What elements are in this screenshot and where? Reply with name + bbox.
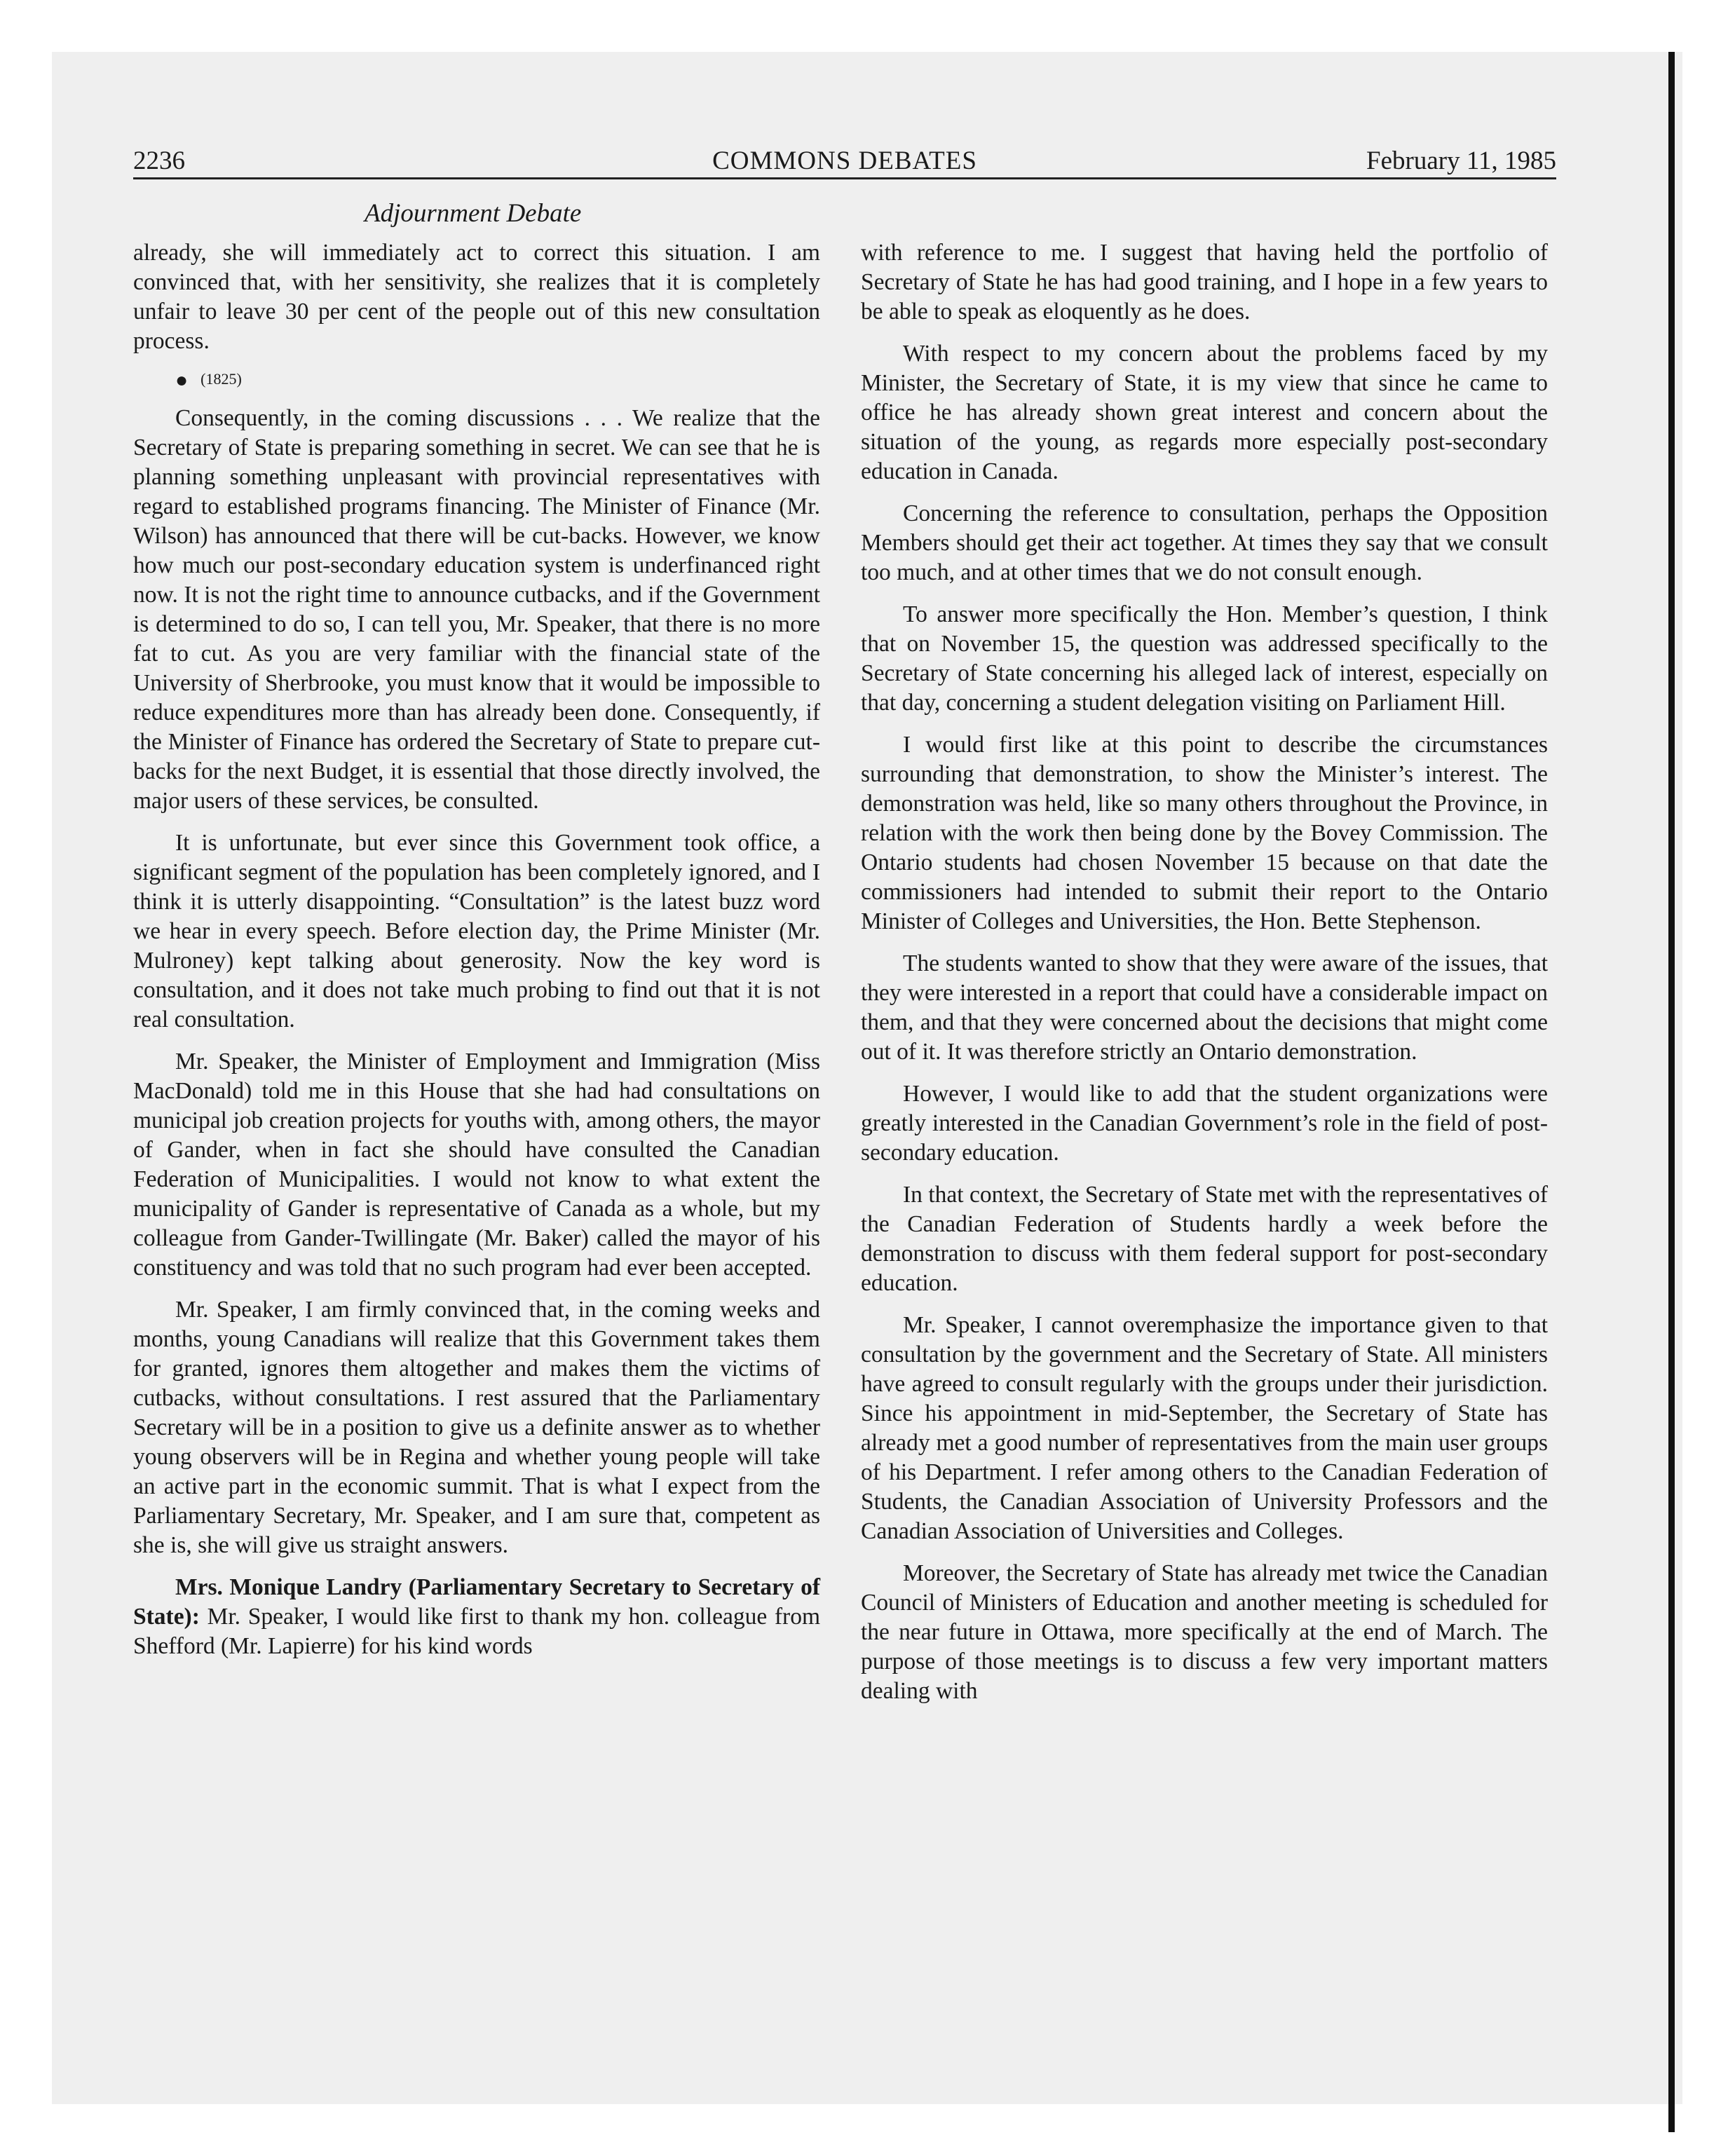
paragraph: Consequently, in the coming discussions . . . We realize that the Secretary of State is preparing something in secret. We can see that he is planning something unpleasant with provincial representatives with regard to established programs financing. The Minister of Finance (Mr. Wilson) has announced that there will be cut-backs. However, we know how much our post-secondary education system is underfinanced right now. It is not the right time to announce cutbacks, and if the Government is determined to do so, I can tell you, Mr. Speaker, that there is no more fat to cut. As you are very familiar with the financial state of the University of Sherbrooke, you must know that it would be impossible to reduce expenditures more than has already been done. Consequently, if the Minister of Finance has ordered the Secretary of State to prepare cut-backs for the next Budget, it is essential that those directly involved, the major users of these services, be consulted. xyxy=(133,404,820,814)
paragraph xyxy=(133,1573,820,1661)
paragraph: Mr. Speaker, I cannot overemphasize the importance given to that consultation by the government and the Secretary of State. All ministers have agreed to consult regularly with the groups under their jurisdiction. Since his appointment in mid-September, the Secretary of State has already met a good number of representatives from the main user groups of his Department. I refer among others to the Canadian Federation of Students, the Canadian Association of University Professors and the Canadian Association of Universities and Colleges. xyxy=(861,1312,1548,1544)
paragraph: Mr. Speaker, the Minister of Employment and Immigration (Miss MacDonald) told me in this House that she had had consultations on municipal job creation projects for youths with, among others, the mayor of Gander, when in fact she should have consulted the Canadian Federation of Municipalities. I would not know to what extent the municipality of Gander is representative of Canada as a whole, but my colleague from Gander-Twillingate (Mr. Baker) called the mayor of his constituency and was told that no such program had ever been accepted. xyxy=(133,1048,820,1281)
page-edge-shadow xyxy=(1668,52,1675,2132)
paragraph: with reference to me. I suggest that having held the portfolio of Secretary of State he has had good training, and I hope in a few years to be able to speak as eloquently as he does. xyxy=(861,240,1548,325)
right-column xyxy=(861,238,1548,1719)
page-header xyxy=(133,144,1556,179)
speech-text: Mr. Speaker, I would like first to thank my hon. colleague from Shefford (Mr. Lapierre) for his kind words xyxy=(133,1603,820,1659)
paragraph: already, she will immediately act to correct this situation. I am convinced that, with her sensitivity, she realizes that it is completely unfair to leave 30 per cent of the people out of this new consultation process. xyxy=(133,240,820,354)
paragraph: In that context, the Secretary of State met with the representatives of the Canadian Federation of Students hardly a week before the demonstration to discuss with them federal support for post-secondary education. xyxy=(861,1182,1548,1296)
left-column xyxy=(133,238,820,1674)
paragraph: However, I would like to add that the student organizations were greatly interested in the Canadian Government’s role in the field of post-secondary education. xyxy=(861,1081,1548,1166)
paragraph: Concerning the reference to consultation, perhaps the Opposition Members should get their act together. At times they say that we consult too much, and at other times that we do not consult enough. xyxy=(861,500,1548,585)
time-marker xyxy=(133,369,820,391)
paragraph: It is unfortunate, but ever since this Government took office, a significant segment of the population has been completely ignored, and I think it is utterly disappointing. “Consultation” is the latest buzz word we hear in every speech. Before election day, the Prime Minister (Mr. Mulroney) kept talking about generosity. Now the key word is consultation, and it does not take much probing to find out that it is not real consultation. xyxy=(133,829,820,1032)
paragraph: To answer more specifically the Hon. Member’s question, I think that on November 15, the question was addressed specifically to the Secretary of State concerning his alleged lack of interest, especially on that day, concerning a student delegation visiting on Parliament Hill. xyxy=(861,601,1548,716)
speaker-name: Mrs. Monique Landry (Parliamentary Secretary to Secretary of State): xyxy=(133,1574,820,1630)
running-title: COMMONS DEBATES xyxy=(712,146,977,175)
paragraph: Mr. Speaker, I am firmly convinced that, in the coming weeks and months, young Canadians will realize that this Government takes them for granted, ignores them altogether and makes them the victims of cutbacks, without consultations. I rest assured that the Parliamentary Secretary will be in a position to give us a definite answer as to whether young observers will be in Regina and whether young people will take an active part in the economic summit. That is what I expect from the Parliamentary Secretary, Mr. Speaker, and I am sure that, competent as she is, she will give us straight answers. xyxy=(133,1296,820,1558)
bullet-icon: ● xyxy=(175,368,189,392)
paragraph: Moreover, the Secretary of State has already met twice the Canadian Council of Ministers of Education and another meeting is scheduled for the near future in Ottawa, more specifically at the end of March. The purpose of those meetings is to discuss a few very important matters dealing with xyxy=(861,1560,1548,1704)
header-rule xyxy=(133,177,1556,179)
page-number: 2236 xyxy=(133,146,185,175)
paragraph: I would first like at this point to describe the circumstances surrounding that demonstration, to show the Minister’s interest. The demonstration was held, like so many others throughout the Province, in relation with the work then being done by the Bovey Commission. The Ontario students had chosen November 15 because on that date the commissioners had intended to submit their report to the Ontario Minister of Colleges and Universities, the Hon. Bette Stephenson. xyxy=(861,732,1548,934)
paragraph: The students wanted to show that they were aware of the issues, that they were interested in a report that could have a considerable impact on them, and that they were concerned about the decisions that might come out of it. It was therefore strictly an Ontario demonstration. xyxy=(861,950,1548,1065)
time-marker-text: (1825) xyxy=(200,370,242,388)
section-label: Adjournment Debate xyxy=(365,199,582,228)
paragraph: With respect to my concern about the problems faced by my Minister, the Secretary of State, it is my view that since he came to office he has already shown great interest and concern about the situation of the young, as regards more especially post-secondary education in Canada. xyxy=(861,341,1548,484)
header-date: February 11, 1985 xyxy=(1366,146,1556,175)
